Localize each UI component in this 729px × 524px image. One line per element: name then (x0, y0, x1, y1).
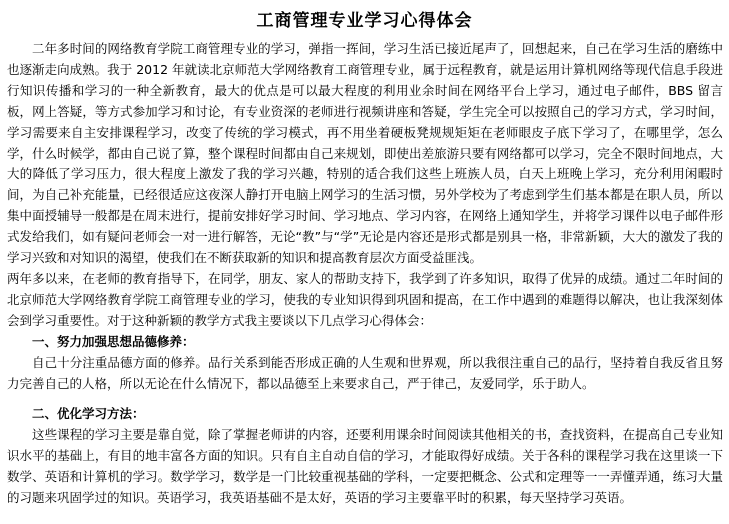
paragraph-intro: 二年多时间的网络教育学院工商管理专业的学习，弹指一挥间，学习生活已接近尾声了，回想起来，自己在学习生活的磨练中也逐渐走向成熟。我于 2012 年就读北京师范大学网络教育工商管理专业，属于远程教育，就是运用计算机网络等现代信息手段进行知识传播和学习的一种全新教育，最大的优点是可以最大程度的利用业余时间在网络平台上学习，通过电子邮件，BBS 留言板，网上答疑，等方式参加学习和讨论，有专业资深的老师进行视频讲座和答疑，学生完全可以按照自己的学习方式，学习时间，学习需要来自主安排课程学习，改变了传统的学习模式，再不用坐着硬板凳规规矩矩在老师眼皮子底下学习了，在哪里学，怎么学，什么时候学，都由自己说了算，整个课程时间都由自己来规划，即使出差旅游只要有网络都可以学习，完全不限时间地点，大大的降低了学习压力，很大程度上激发了我的学习兴趣，特别的适合我们这些上班族人员，白天上班晚上学习，充分利用闲暇时间，为自己补充能量，已经很适应这夜深人静打开电脑上网学习的生活习惯，另外学校为了考虑到学生们基本都是在职人员，所以集中面授辅导一般都是在周末进行，提前安排好学习时间、学习地点、学习内容，在网络上通知学生，并将学习课件以电子邮件形式发给我们，如有疑问老师会一对一进行解答，无论“教”与“学”无论是内容还是形式都是别具一格，非常新颖，大大的激发了我的学习兴致和对知识的渴望，使我们在不断获取新的知识和提高教育层次方面受益匪浅。 (7, 41, 723, 266)
section-heading-method: 二、优化学习方法： (32, 406, 145, 422)
paragraph-summary: 两年多以来，在老师的教育指导下，在同学，朋友、家人的帮助支持下，我学到了许多知识，取得了优异的成绩。通过二年时间的北京师范大学网络教育学院工商管理专业的学习，使我的专业知识得到巩固和提高，在工作中遇到的难题得以解决，也让我深刻体会到学习重要性。对于这种新颖的教学方式我主要谈以下几点学习心得体会： (7, 270, 723, 328)
document-title: 工商管理专业学习心得体会 (256, 11, 473, 31)
paragraph-method: 这些课程的学习主要是靠自觉，除了掌握老师讲的内容，还要利用课余时间阅读其他相关的书，查找资料，在提高自己专业知识水平的基础上，有目的地丰富各方面的知识。只有自主自动自信的学习，才能取得好成绩。关于各科的课程学习我在这里谈一下数学、英语和计算机的学习。数学学习，数学是一门比较重视基础的学科，一定要把概念、公式和定理等一一弄懂弄通，练习大量的习题来巩固学过的知识。英语学习，我英语基础不是太好，英语的学习主要靠平时的积累，每天坚持学习英语。 (7, 427, 723, 506)
paragraph-moral: 自己十分注重品德方面的修养。品行关系到能否形成正确的人生观和世界观，所以我很注重自己的品行，坚持着自我反省且努力完善自己的人格，所以无论在什么情况下，都以品德至上来要求自己，严于律己，友爱同学，乐于助人。 (7, 354, 723, 391)
section-heading-moral: 一、努力加强思想品德修养： (32, 333, 195, 349)
document-body (0, 34, 729, 509)
